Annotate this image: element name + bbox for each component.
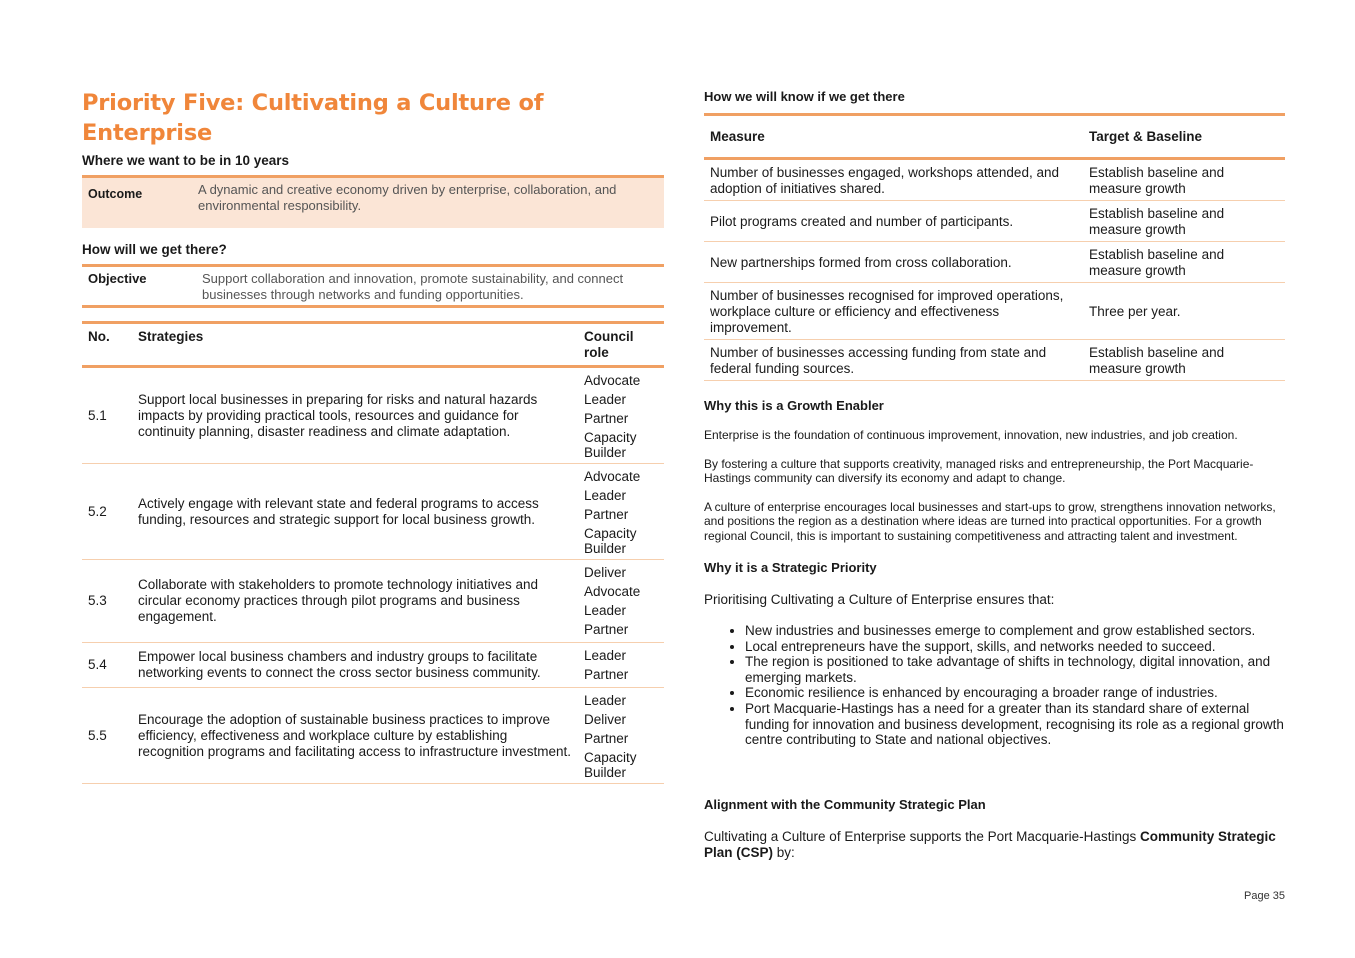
alignment-heading: Alignment with the Community Strategic Plan — [704, 796, 986, 812]
how-heading: How will we get there? — [82, 242, 227, 257]
council-role: Advocate — [584, 373, 641, 388]
objective-bottom-rule — [82, 305, 664, 308]
measure-text: Pilot programs created and number of participants. — [710, 214, 1014, 229]
target-text: Establish baseline and measure growth — [1089, 206, 1225, 237]
alignment-text — [704, 829, 1285, 861]
growth-paragraph-3: A culture of enterprise encourages local businesses and start-ups to grow, strengthens innovation networks, and positions the region as a destination where ideas are turned into practical opportunities. For a growth regional Council, this is important to sustaining competitiveness and attracting talent and investment. — [704, 499, 1276, 543]
measure-text: Number of businesses recognised for improved operations, workplace culture or efficiency and effectiveness improvement. — [710, 288, 1064, 335]
strategy-text: Actively engage with relevant state and federal programs to access funding, resources and strategic support for local business growth. — [138, 495, 539, 527]
target-text: Establish baseline and measure growth — [1089, 165, 1225, 196]
strategic-intro: Prioritising Cultivating a Culture of Enterprise ensures that: — [704, 592, 1055, 607]
outcome-row — [82, 178, 664, 228]
council-role: Capacity Builder — [584, 750, 637, 780]
know-heading: How we will know if we get there — [704, 89, 905, 104]
outcome-label: Outcome — [88, 187, 143, 201]
objective-text: Support collaboration and innovation, promote sustainability, and connect businesses through networks and funding opportunities. — [202, 271, 624, 302]
measures-header-row — [704, 115, 1285, 159]
measure-row — [704, 340, 1285, 381]
strategy-row — [82, 560, 664, 643]
right-column — [704, 88, 1285, 861]
strategy-number: 5.2 — [88, 503, 107, 519]
header-strategies: Strategies — [138, 329, 204, 344]
alignment-text-post: by: — [773, 844, 795, 860]
council-role: Partner — [584, 667, 629, 682]
strategy-text: Encourage the adoption of sustainable business practices to improve efficiency, effectiveness and workplace culture by establishing recognition programs and facilitating access to infrastructure investment. — [138, 711, 571, 759]
strategic-heading: Why it is a Strategic Priority — [704, 560, 877, 575]
growth-paragraph-1: Enterprise is the foundation of continuous improvement, innovation, new industries, and job creation. — [704, 428, 1238, 442]
council-role: Leader — [584, 603, 627, 618]
bullet-item: • Port Macquarie-Hastings has a need for a greater than its standard share of external funding for innovation and business development, recognising its role as a regional growth centre contributing to State and national objectives. — [745, 701, 1285, 748]
council-roles — [578, 464, 664, 560]
target-text: Establish baseline and measure growth — [1089, 247, 1225, 278]
council-roles — [578, 688, 664, 784]
council-role: Partner — [584, 411, 629, 426]
measure-row — [704, 242, 1285, 283]
council-roles — [578, 560, 664, 643]
council-role: Deliver — [584, 712, 627, 727]
measures-body — [704, 159, 1285, 381]
council-role: Advocate — [584, 469, 641, 484]
council-role: Partner — [584, 731, 629, 746]
alignment-text-pre: Cultivating a Culture of Enterprise supports the Port Macquarie-Hastings — [704, 828, 1140, 844]
strategy-row — [82, 367, 664, 464]
strategy-row — [82, 643, 664, 688]
strategy-number: 5.1 — [88, 407, 107, 423]
council-roles — [578, 367, 664, 464]
council-role: Deliver — [584, 565, 627, 580]
page-number: Page 35 — [1244, 890, 1285, 902]
strategies-body — [82, 367, 664, 784]
growth-paragraph-2: By fostering a culture that supports creativity, managed risks and entrepreneurship, the Port Macquarie-Hastings community can diversify its economy and adapt to change. — [704, 456, 1254, 485]
bullet-item: • The region is positioned to take advantage of shifts in technology, digital innovation, and emerging markets. — [745, 654, 1285, 685]
objective-row — [82, 267, 664, 305]
council-role: Capacity Builder — [584, 430, 637, 460]
strategies-table — [82, 321, 664, 784]
strategy-text: Collaborate with stakeholders to promote technology initiatives and circular economy practices through pilot programs and business engagement. — [138, 577, 538, 624]
measure-row — [704, 159, 1285, 201]
bullet-item: • Economic resilience is enhanced by encouraging a broader range of industries. — [745, 685, 1285, 701]
target-text: Three per year. — [1089, 304, 1181, 319]
strategy-number: 5.5 — [88, 727, 107, 743]
strategic-bullets — [704, 623, 1285, 748]
target-text: Establish baseline and measure growth — [1089, 345, 1225, 376]
bullet-item: • New industries and businesses emerge to complement and grow established sectors. — [745, 623, 1285, 639]
council-role: Partner — [584, 507, 629, 522]
strategy-row — [82, 688, 664, 784]
objective-label: Objective — [88, 271, 147, 286]
council-role: Leader — [584, 648, 627, 663]
growth-heading: Why this is a Growth Enabler — [704, 398, 884, 413]
bullet-item: • Local entrepreneurs have the support, skills, and networks needed to succeed. — [745, 639, 1285, 655]
strategy-text: Support local businesses in preparing for risks and natural hazards impacts by providing practical tools, resources and guidance for continuity planning, disaster readiness and climate adaptation. — [138, 391, 538, 439]
header-target: Target & Baseline — [1089, 129, 1203, 144]
strategy-row — [82, 464, 664, 560]
council-roles — [578, 643, 664, 688]
header-no: No. — [88, 329, 110, 344]
measure-text: Number of businesses engaged, workshops attended, and adoption of initiatives shared. — [710, 165, 1059, 196]
council-role: Capacity Builder — [584, 526, 637, 556]
strategy-text: Empower local business chambers and industry groups to facilitate networking events to connect the cross sector business community. — [138, 649, 541, 680]
where-heading: Where we want to be in 10 years — [82, 153, 290, 168]
header-measure: Measure — [710, 129, 765, 144]
measure-text: New partnerships formed from cross collaboration. — [710, 255, 1012, 270]
strategy-number: 5.3 — [88, 593, 107, 608]
council-role: Leader — [584, 392, 627, 407]
council-role: Partner — [584, 622, 629, 637]
header-council-role: Council role — [584, 329, 634, 360]
strategy-number: 5.4 — [88, 657, 107, 672]
page-title: Priority Five: Cultivating a Culture of Enterprise — [82, 90, 544, 146]
alignment-text-bold: Community Strategic Plan (CSP) — [704, 828, 1276, 860]
council-role: Leader — [584, 693, 627, 708]
measure-row — [704, 201, 1285, 242]
measures-table — [704, 113, 1285, 381]
outcome-text: A dynamic and creative economy driven by enterprise, collaboration, and environmental responsibility. — [198, 182, 617, 213]
strategies-header-row — [82, 323, 664, 367]
measure-text: Number of businesses accessing funding from state and federal funding sources. — [710, 345, 1047, 376]
council-role: Advocate — [584, 584, 641, 599]
council-role: Leader — [584, 488, 627, 503]
measure-row — [704, 283, 1285, 340]
left-column — [82, 88, 664, 784]
